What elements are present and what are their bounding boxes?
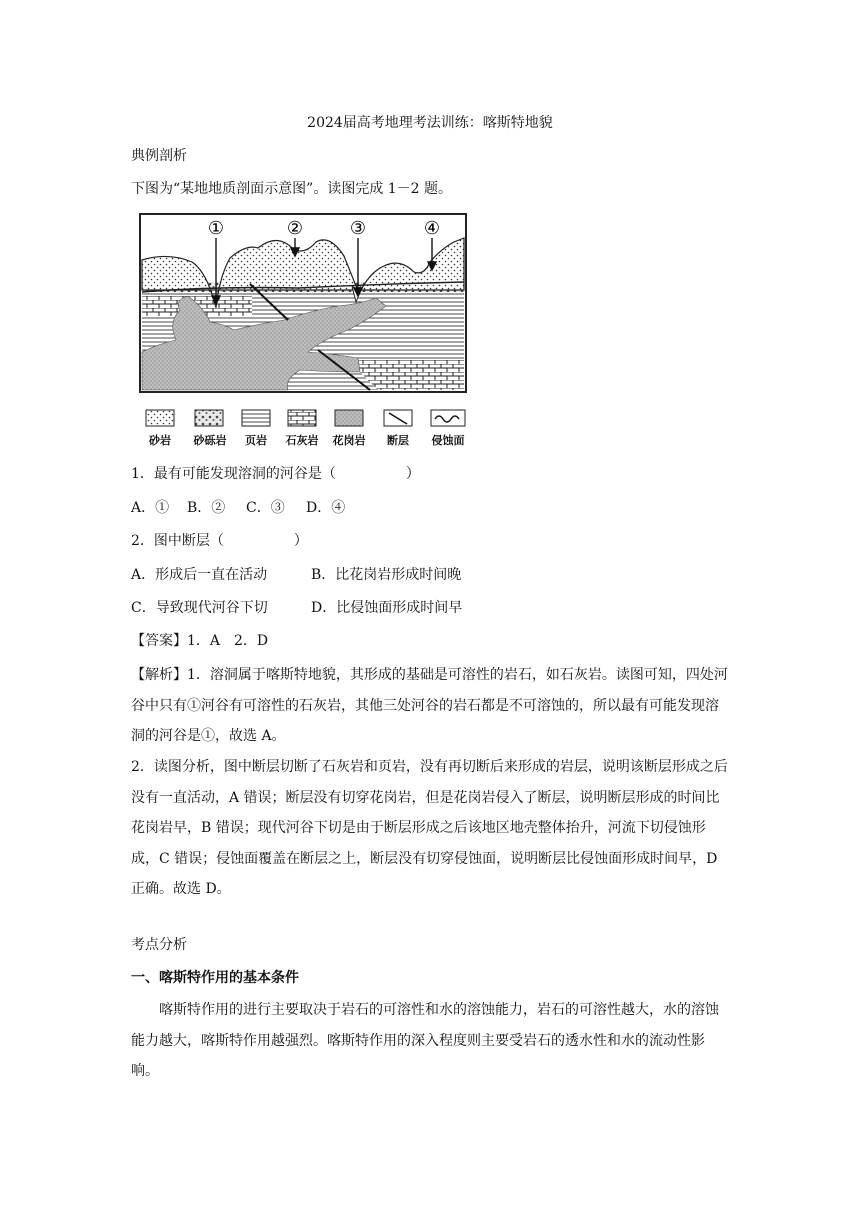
body-basic-conditions: 喀斯特作用的进行主要取决于岩石的可溶性和水的溶蚀能力，岩石的可溶性越大，水的溶蚀能力越大，喀斯特作用越强烈。喀斯特作用的深入程度则主要受岩石的透水性和水的流动性影响。	[131, 1002, 719, 1079]
q2-option-a: A．形成后一直在活动	[131, 567, 268, 583]
legend-label-fault: 断层	[387, 434, 409, 447]
analysis-paragraph-1: 【解析】1．溶洞属于喀斯特地貌，其形成的基础是可溶性的岩石，如石灰岩。读图可知，四处河谷中只有①河谷有可溶性的石灰岩，其他三处河谷的岩石都是不可溶蚀的，所以最有可能发现溶洞的河谷是①，故选 A。	[131, 667, 728, 744]
q1-option-a: A．①	[131, 500, 170, 516]
question-2-options-row2	[131, 597, 462, 619]
q1-option-b: B．②	[187, 500, 226, 516]
question-2-stem: 2．图中断层（ ）	[131, 533, 308, 549]
legend-label-erosion: 侵蚀面	[431, 434, 465, 447]
legend-label-shale: 页岩	[245, 434, 267, 447]
legend-sandstone-swatch	[146, 410, 174, 426]
legend-shale-swatch	[242, 410, 270, 426]
q2-option-b: B．比花岗岩形成时间晚	[311, 567, 462, 583]
question-2-options-row1	[131, 564, 461, 586]
geologic-cross-section-figure	[138, 212, 470, 452]
marker-2: ②	[286, 218, 304, 239]
heading-basic-conditions: 一、喀斯特作用的基本条件	[131, 970, 299, 986]
legend-label-conglomerate: 砂砾岩	[193, 434, 227, 447]
legend-limestone-swatch	[288, 410, 316, 426]
legend-conglomerate-swatch	[195, 410, 223, 426]
marker-4: ④	[423, 218, 441, 239]
legend-label-granite: 花岗岩	[332, 434, 366, 447]
legend-granite-swatch	[335, 410, 363, 426]
section-points-heading: 考点分析	[131, 937, 187, 953]
document-title: 2024届高考地理考法训练：喀斯特地貌	[307, 115, 553, 131]
legend-label-sandstone: 砂岩	[149, 434, 171, 447]
legend-label-limestone: 石灰岩	[285, 434, 319, 447]
question-intro: 下图为“某地地质剖面示意图”。读图完成 1－2 题。	[131, 181, 453, 197]
question-1-options	[131, 497, 345, 519]
q2-option-d: D．比侵蚀面形成时间早	[311, 600, 463, 616]
marker-3: ③	[349, 218, 367, 239]
q1-option-c: C．③	[246, 500, 285, 516]
q2-option-c: C．导致现代河谷下切	[131, 600, 268, 616]
analysis-paragraph-2: 2．读图分析，图中断层切断了石灰岩和页岩，没有再切断后来形成的岩层，说明该断层形成之后没有一直活动，A 错误；断层没有切穿花岗岩，但是花岗岩侵入了断层，说明断层形成的时间比花岗岩早，B 错误；现代河谷下切是由于断层形成之后该地区地壳整体抬升，河流下切侵蚀形成，C 错误；侵蚀面覆盖在断层之上，断层没有切穿侵蚀面，说明断层比侵蚀面形成时间早，D 正确。故选 D。	[131, 759, 728, 897]
question-1-stem: 1．最有可能发现溶洞的河谷是（ ）	[131, 466, 420, 482]
section-example-heading: 典例剖析	[131, 148, 187, 164]
marker-1: ①	[207, 218, 225, 239]
answer-line: 【答案】1．A 2．D	[131, 633, 269, 649]
q1-option-d: D．④	[306, 500, 346, 516]
